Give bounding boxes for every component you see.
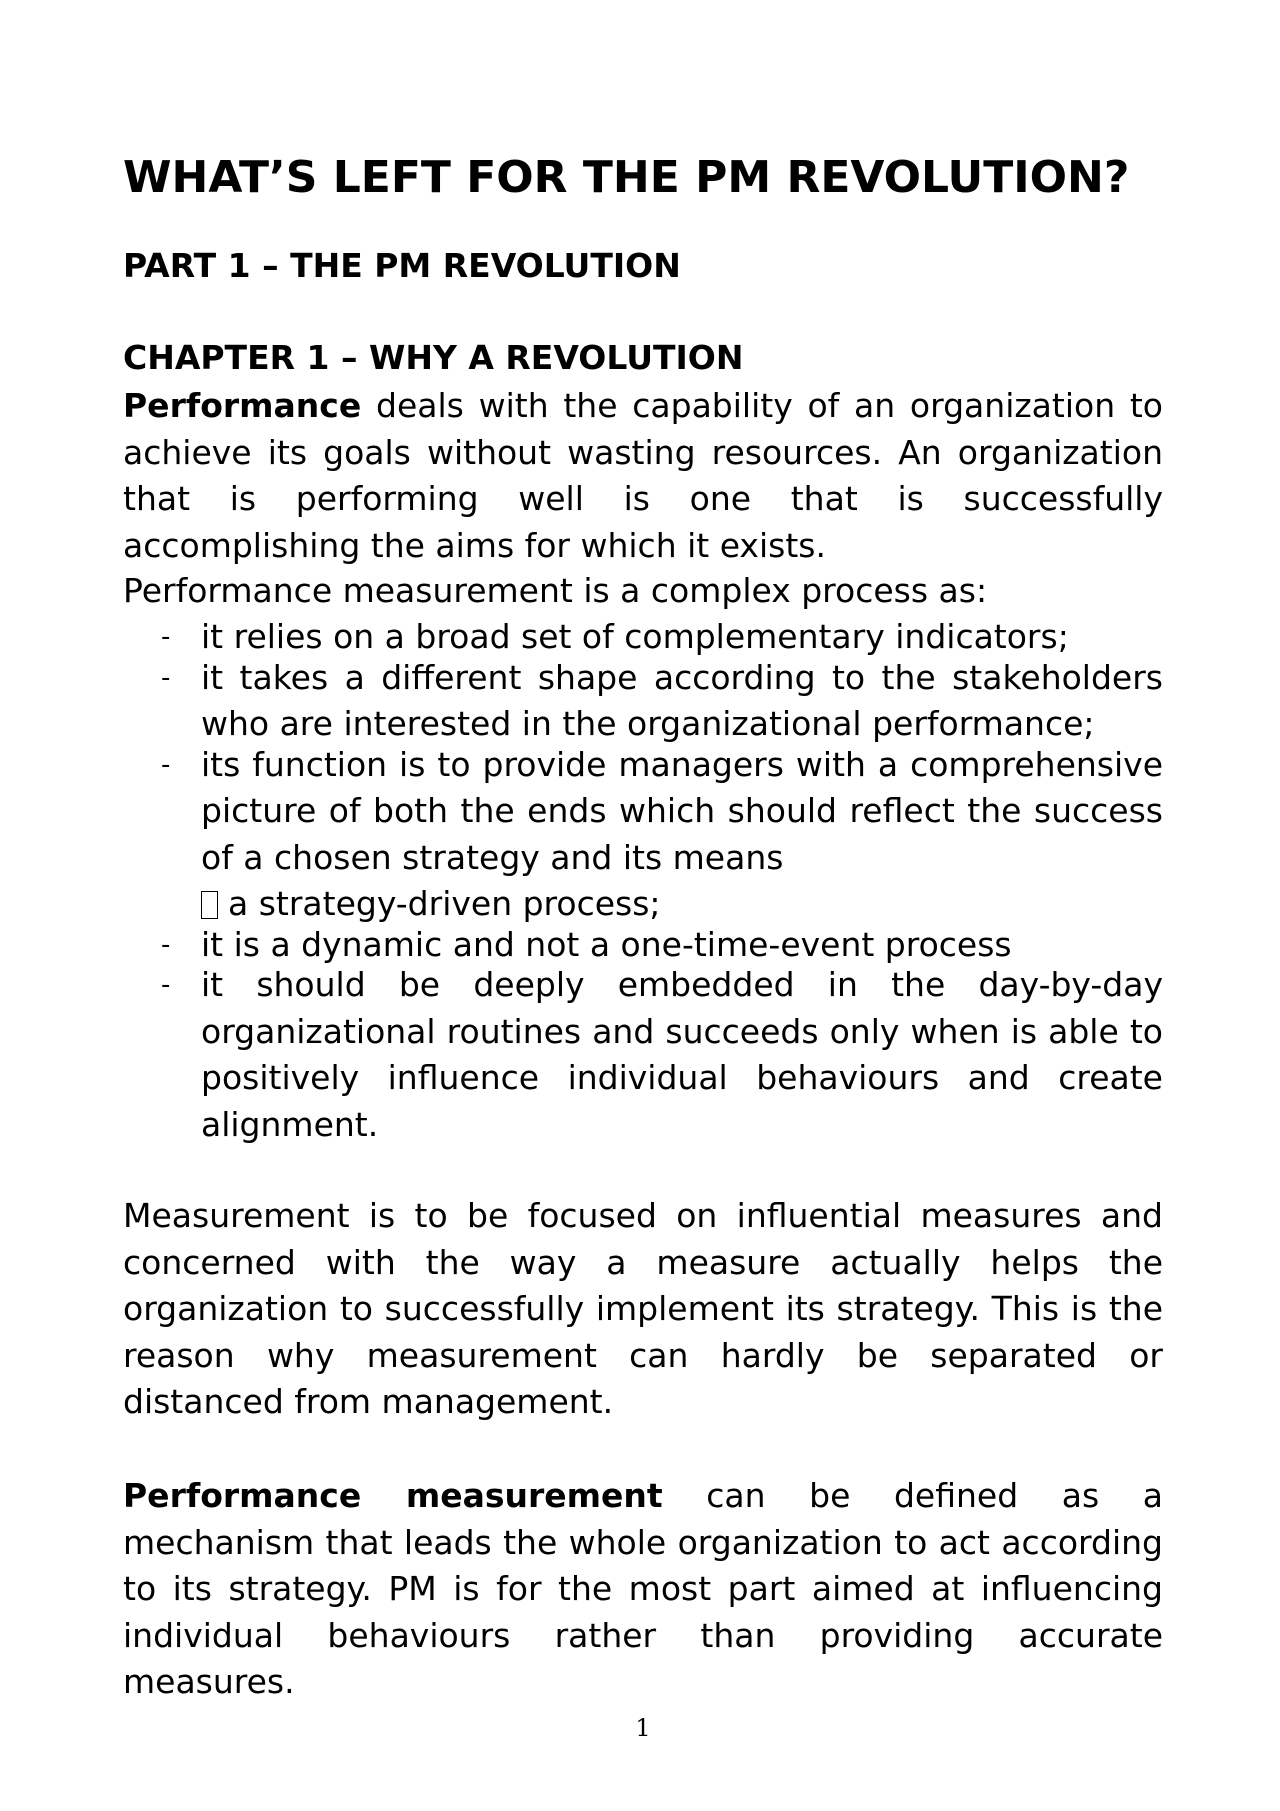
list-item-text: it is a dynamic and not a one-time-event process bbox=[201, 924, 1012, 964]
bold-term-performance: Performance bbox=[123, 386, 362, 425]
paragraph-performance-definition bbox=[123, 383, 1163, 569]
list-item-text: it relies on a broad set of complementary indicators; bbox=[201, 617, 1069, 656]
list-item-text: a strategy-driven process; bbox=[228, 884, 661, 923]
bullet-list bbox=[123, 614, 1163, 1142]
bullet-dash: - bbox=[161, 970, 171, 1000]
page-number: 1 bbox=[635, 1714, 651, 1742]
document-title: WHAT’S LEFT FOR THE PM REVOLUTION? bbox=[123, 152, 1130, 203]
bullet-dash: - bbox=[161, 929, 171, 960]
bold-term-performance-measurement: Performance measurement bbox=[123, 1476, 663, 1515]
bullet-dash: - bbox=[161, 662, 171, 693]
list-item bbox=[123, 742, 1163, 928]
list-item-text: its function is to provide managers with a comprehensive picture of both the ends which should reflect the success of a chosen strategy and its means bbox=[201, 744, 1163, 877]
missing-glyph-icon bbox=[201, 891, 218, 919]
chapter-heading: CHAPTER 1 – WHY A REVOLUTION bbox=[123, 338, 744, 377]
part-heading: PART 1 – THE PM REVOLUTION bbox=[123, 246, 681, 285]
list-item bbox=[123, 655, 1163, 748]
paragraph-complex-process: Performance measurement is a complex process as: bbox=[123, 571, 988, 610]
bullet-dash: - bbox=[161, 749, 171, 780]
paragraph-measurement-focus: Measurement is to be focused on influential measures and concerned with the way a measure actually helps the organization to successfully implement its strategy. This is the reason why measurement can hardly be separated or distanced from management. bbox=[123, 1196, 1163, 1421]
bullet-dash: - bbox=[161, 622, 171, 652]
list-item bbox=[123, 962, 1163, 1148]
list-item-text: it takes a different shape according to the stakeholders who are interested in the organizational performance; bbox=[201, 657, 1163, 743]
paragraph-text: can be defined as a mechanism that leads the whole organization to act according to its strategy. PM is for the most part aimed at influencing individual behaviours rather than providing accurate measures. bbox=[123, 1476, 1163, 1701]
paragraph-text: deals with the capability of an organization to achieve its goals without wasting resources. An organization that is performing well is one that is successfully accomplishing the aims for which it exists. bbox=[123, 386, 1163, 565]
list-item-text: it should be deeply embedded in the day-by-day organizational routines and succeeds only when is able to positively influence individual behaviours and create alignment. bbox=[201, 965, 1163, 1144]
paragraph-pm-definition bbox=[123, 1473, 1163, 1706]
